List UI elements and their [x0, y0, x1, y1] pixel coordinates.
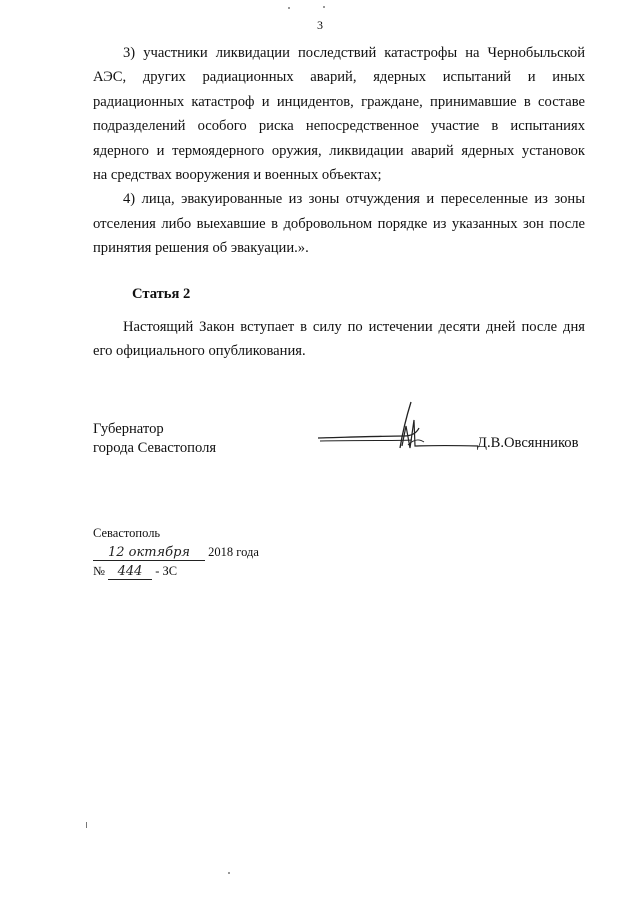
place-city: Севастополь — [93, 526, 161, 540]
signatory-title-line: Губернатор — [93, 421, 164, 437]
item-3-line: подразделений особого риска непосредственное участие в испытаниях — [93, 118, 585, 135]
article-2-text — [93, 315, 585, 364]
number-suffix: - ЗС — [155, 564, 178, 578]
item-3-paragraph — [93, 41, 585, 187]
scan-speck — [323, 6, 325, 8]
handwritten-date: 12 октября — [93, 546, 205, 561]
scan-speck — [86, 822, 87, 828]
body-text — [93, 41, 585, 261]
signatory-title-line: города Севастополя — [93, 440, 217, 456]
item-3-line: на средствах вооружения и военных объектах; — [93, 167, 382, 184]
item-4-paragraph — [93, 187, 585, 260]
item-4-line: 4) лица, эвакуированные из зоны отчуждения и переселенные из зоны — [123, 191, 585, 208]
number-prefix: № — [93, 564, 105, 578]
scan-speck — [288, 7, 290, 9]
handwritten-number: 444 — [108, 565, 152, 580]
item-4-line: принятия решения об эвакуации.». — [93, 240, 309, 257]
number-line — [93, 562, 259, 581]
handwritten-signature — [316, 400, 486, 460]
item-3-line: ядерного и термоядерного оружия, ликвидации аварий ядерных установок — [93, 142, 585, 159]
date-line — [93, 543, 259, 562]
place-date-block — [93, 524, 259, 581]
scan-speck — [228, 872, 230, 874]
item-3-line: 3) участники ликвидации последствий катастрофы на Чернобыльской — [123, 45, 585, 61]
date-year: 2018 года — [208, 545, 259, 559]
article-2-paragraph — [93, 315, 585, 364]
signatory-title — [93, 420, 216, 458]
item-3-line: радиационных катастроф и инцидентов, граждане, принимавшие в составе — [93, 93, 585, 110]
article-heading: Статья 2 — [132, 286, 191, 302]
page-number: 3 — [317, 18, 323, 32]
article-2-line: Настоящий Закон вступает в силу по истечении десяти дней после дня — [123, 319, 585, 335]
item-3-line: АЭС, других радиационных аварий, ядерных испытаний и иных — [93, 69, 585, 86]
article-2-line: его официального опубликования. — [93, 343, 306, 360]
signatory-name: Д.В.Овсянников — [477, 435, 579, 451]
item-4-line: отселения либо выехавшие в добровольном порядке из указанных зон после — [93, 215, 585, 232]
